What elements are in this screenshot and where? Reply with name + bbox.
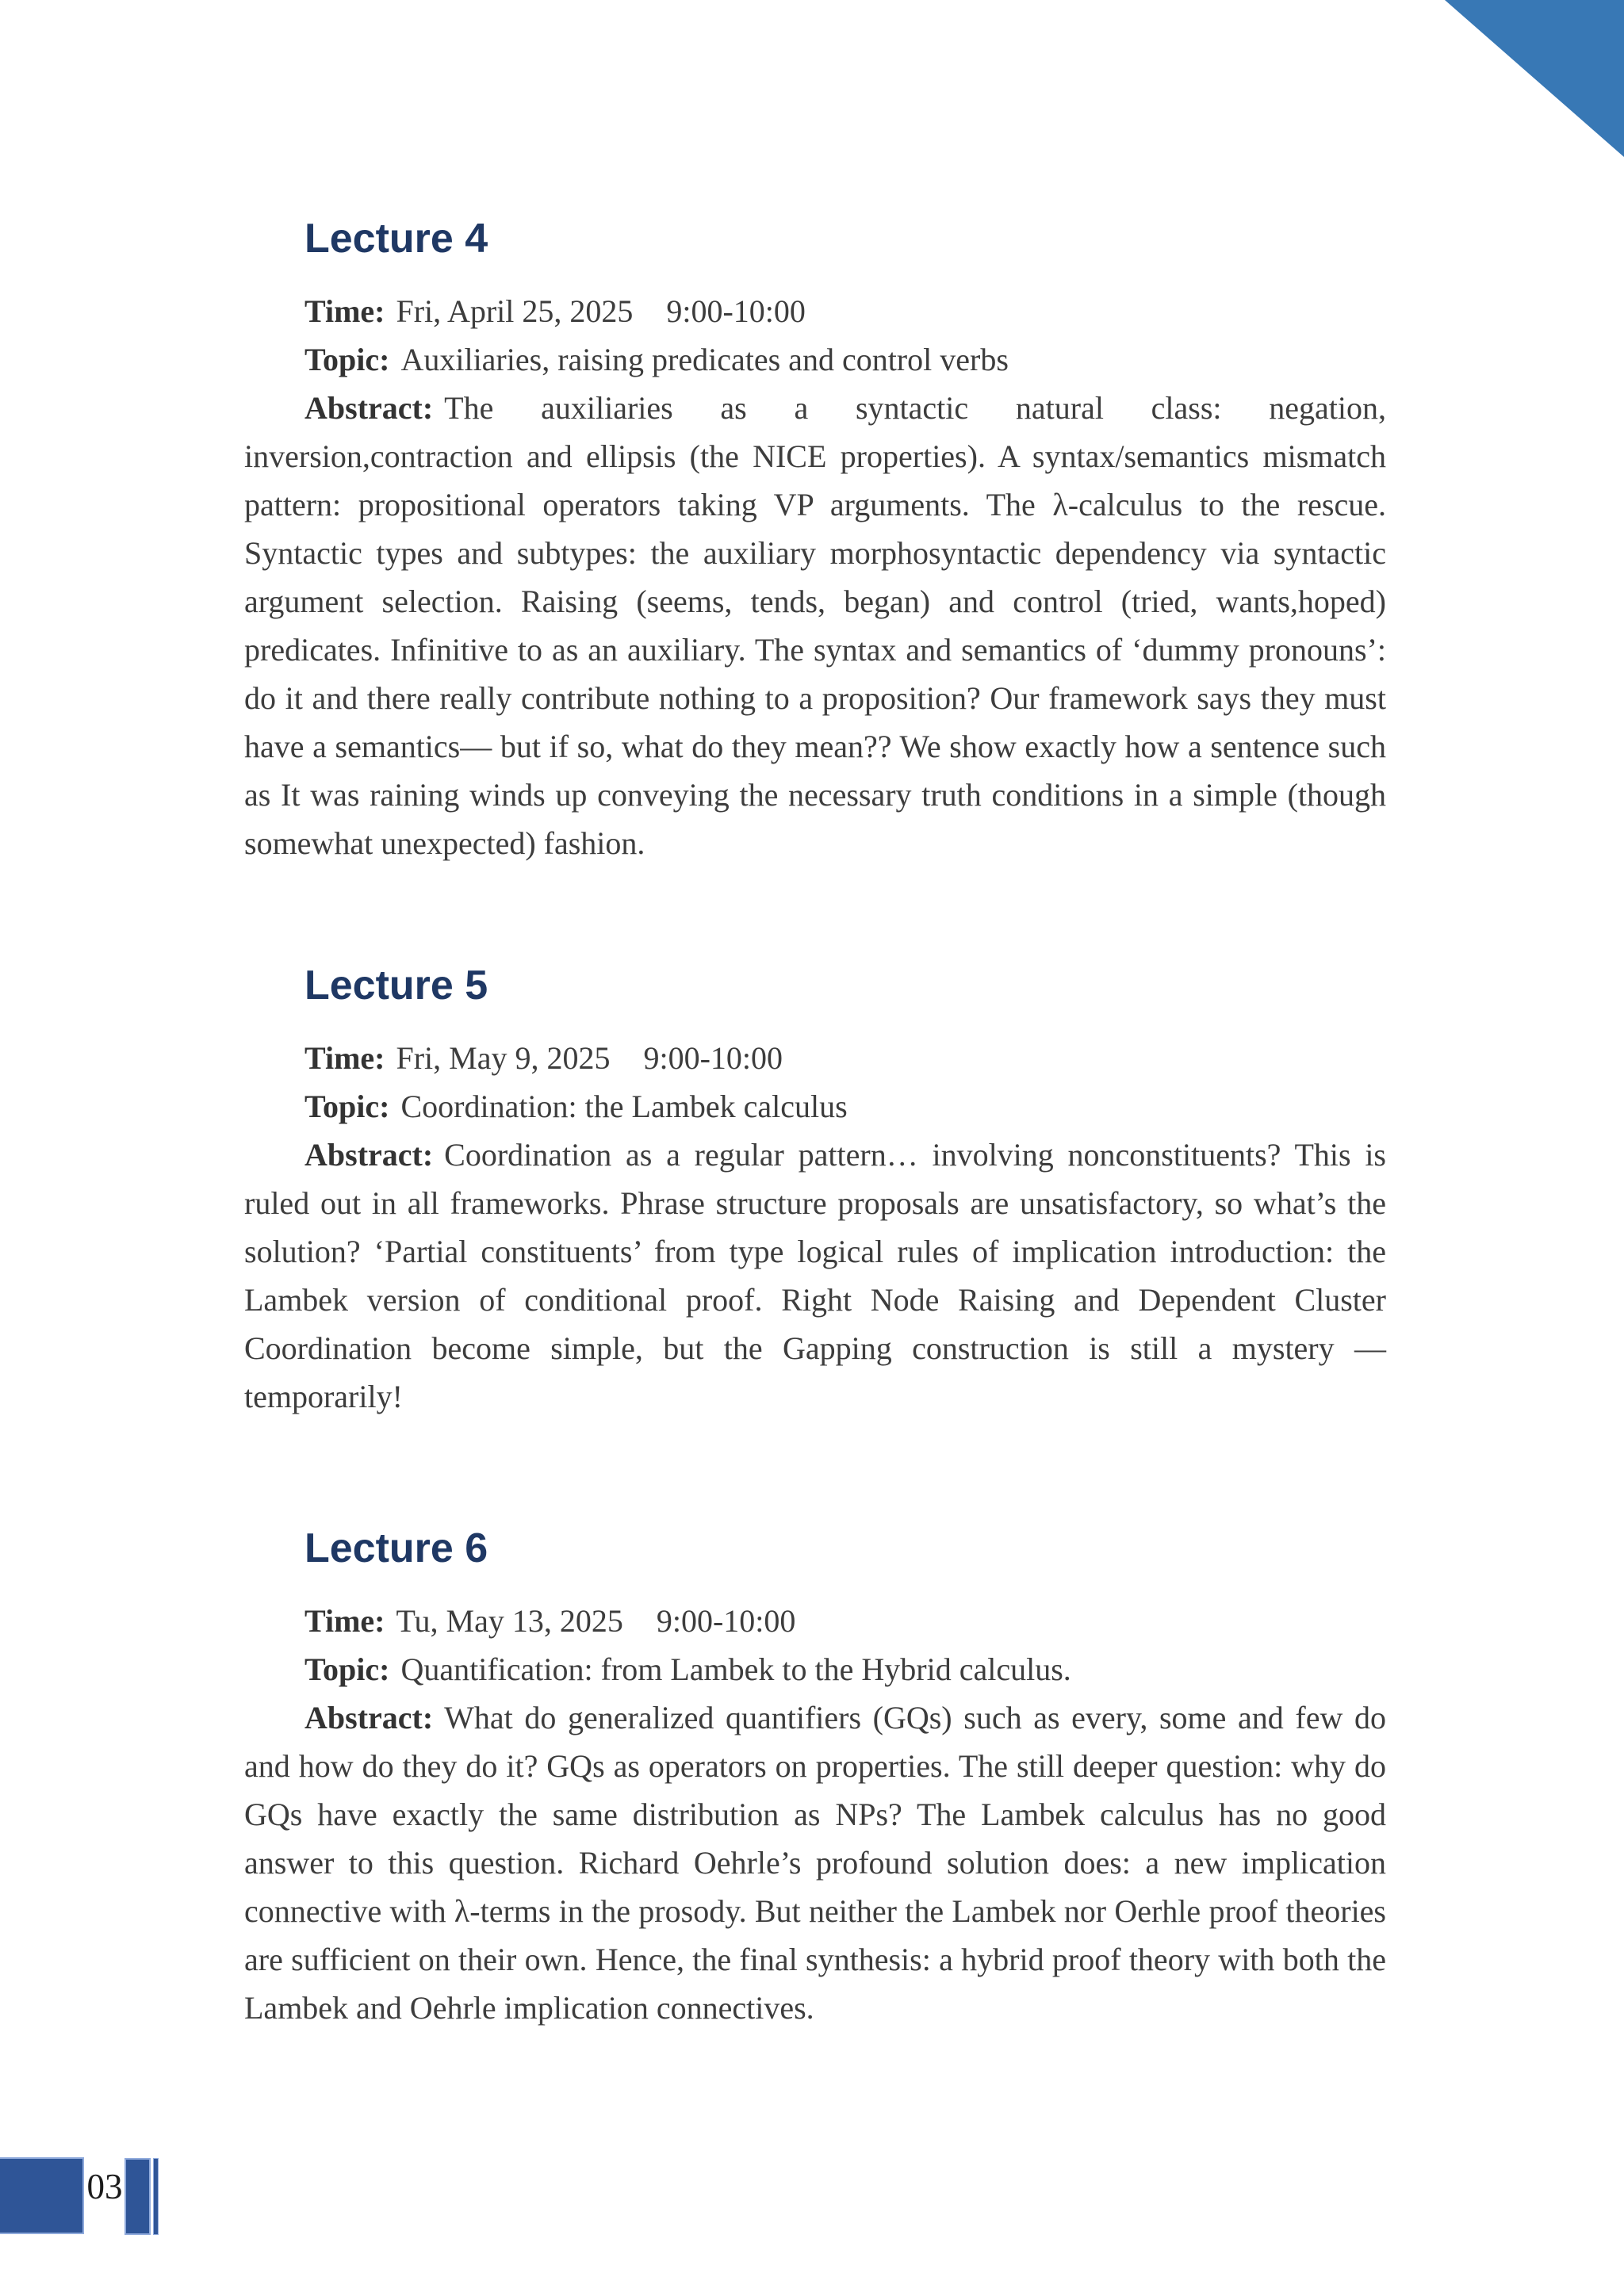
topic-label: Topic:	[304, 1089, 390, 1124]
time-label: Time:	[304, 1603, 385, 1639]
topic-label: Topic:	[304, 1651, 390, 1687]
time-label: Time:	[304, 1040, 385, 1076]
lecture-4-title: Lecture 4	[304, 216, 488, 262]
time-range: 9:00-10:00	[656, 1603, 796, 1639]
footer-bar-thin	[153, 2158, 159, 2235]
abstract-text: What do generalized quantifiers (GQs) such as every, some and few do and how do they do it? GQs as operators on properties. The still deeper question: why do GQs have exactly the same distribution as NPs? The Lambek calculus has no good answer to this question. Richard Oehrle’s profound solution does: a new implication connective with λ-terms in the prosody. But neither the Lambek nor Oerhle proof theories are sufficient on their own. Hence, the final synthesis: a hybrid proof theory with both the Lambek and Oehrle implication connectives.	[244, 1700, 1386, 2026]
footer-bar-medium	[124, 2158, 151, 2235]
page-number: 03	[86, 2167, 123, 2206]
time-value: Fri, April 25, 2025	[396, 293, 634, 329]
time-label: Time:	[304, 293, 385, 329]
topic-value: Auxiliaries, raising predicates and control verbs	[400, 342, 1009, 377]
lecture-5-title: Lecture 5	[304, 962, 488, 1008]
lecture-6-abstract	[244, 1693, 1386, 2032]
time-range: 9:00-10:00	[666, 293, 806, 329]
abstract-label: Abstract:	[304, 1700, 434, 1735]
lecture-5-time-row	[304, 1034, 1386, 1082]
time-value: Tu, May 13, 2025	[396, 1603, 623, 1639]
lecture-6-section	[244, 1524, 1386, 2032]
lecture-6-time-row	[304, 1597, 1386, 1645]
lecture-6-topic-row	[304, 1645, 1386, 1693]
time-range: 9:00-10:00	[643, 1040, 783, 1076]
lecture-5-topic-row	[304, 1082, 1386, 1131]
time-value: Fri, May 9, 2025	[396, 1040, 611, 1076]
abstract-label: Abstract:	[304, 390, 434, 426]
topic-value: Coordination: the Lambek calculus	[400, 1089, 848, 1124]
topic-label: Topic:	[304, 342, 390, 377]
abstract-text: Coordination as a regular pattern… involving nonconstituents? This is ruled out in all frameworks. Phrase structure proposals are unsatisfactory, so what’s the solution? ‘Partial constituents’ from type logical rules of implication introduction: the Lambek version of conditional proof. Right Node Raising and Dependent Cluster Coordination become simple, but the Gapping construction is still a mystery — temporarily!	[244, 1137, 1386, 1414]
lecture-4-time-row	[304, 287, 1386, 335]
topic-value: Quantification: from Lambek to the Hybrid calculus.	[400, 1651, 1071, 1687]
lecture-4-section	[244, 214, 1386, 867]
corner-triangle-decoration	[1445, 0, 1624, 157]
footer-bar-large	[0, 2157, 84, 2234]
lecture-6-title: Lecture 6	[304, 1525, 488, 1571]
abstract-label: Abstract:	[304, 1137, 434, 1173]
lecture-4-topic-row	[304, 335, 1386, 384]
lecture-5-section	[244, 961, 1386, 1421]
abstract-text: The auxiliaries as a syntactic natural class: negation, inversion,contraction and ellipsis (the NICE properties). A syntax/semantics mismatch pattern: propositional operators taking VP arguments. The λ-calculus to the rescue. Syntactic types and subtypes: the auxiliary morphosyntactic dependency via syntactic argument selection. Raising (seems, tends, began) and control (tried, wants,hoped) predicates. Infinitive to as an auxiliary. The syntax and semantics of ‘dummy pronouns’: do it and there really contribute nothing to a proposition? Our framework says they must have a semantics— but if so, what do they mean?? We show exactly how a sentence such as It was raining winds up conveying the necessary truth conditions in a simple (though somewhat unexpected) fashion.	[244, 390, 1386, 861]
lecture-4-abstract	[244, 384, 1386, 867]
lecture-5-abstract	[244, 1131, 1386, 1421]
